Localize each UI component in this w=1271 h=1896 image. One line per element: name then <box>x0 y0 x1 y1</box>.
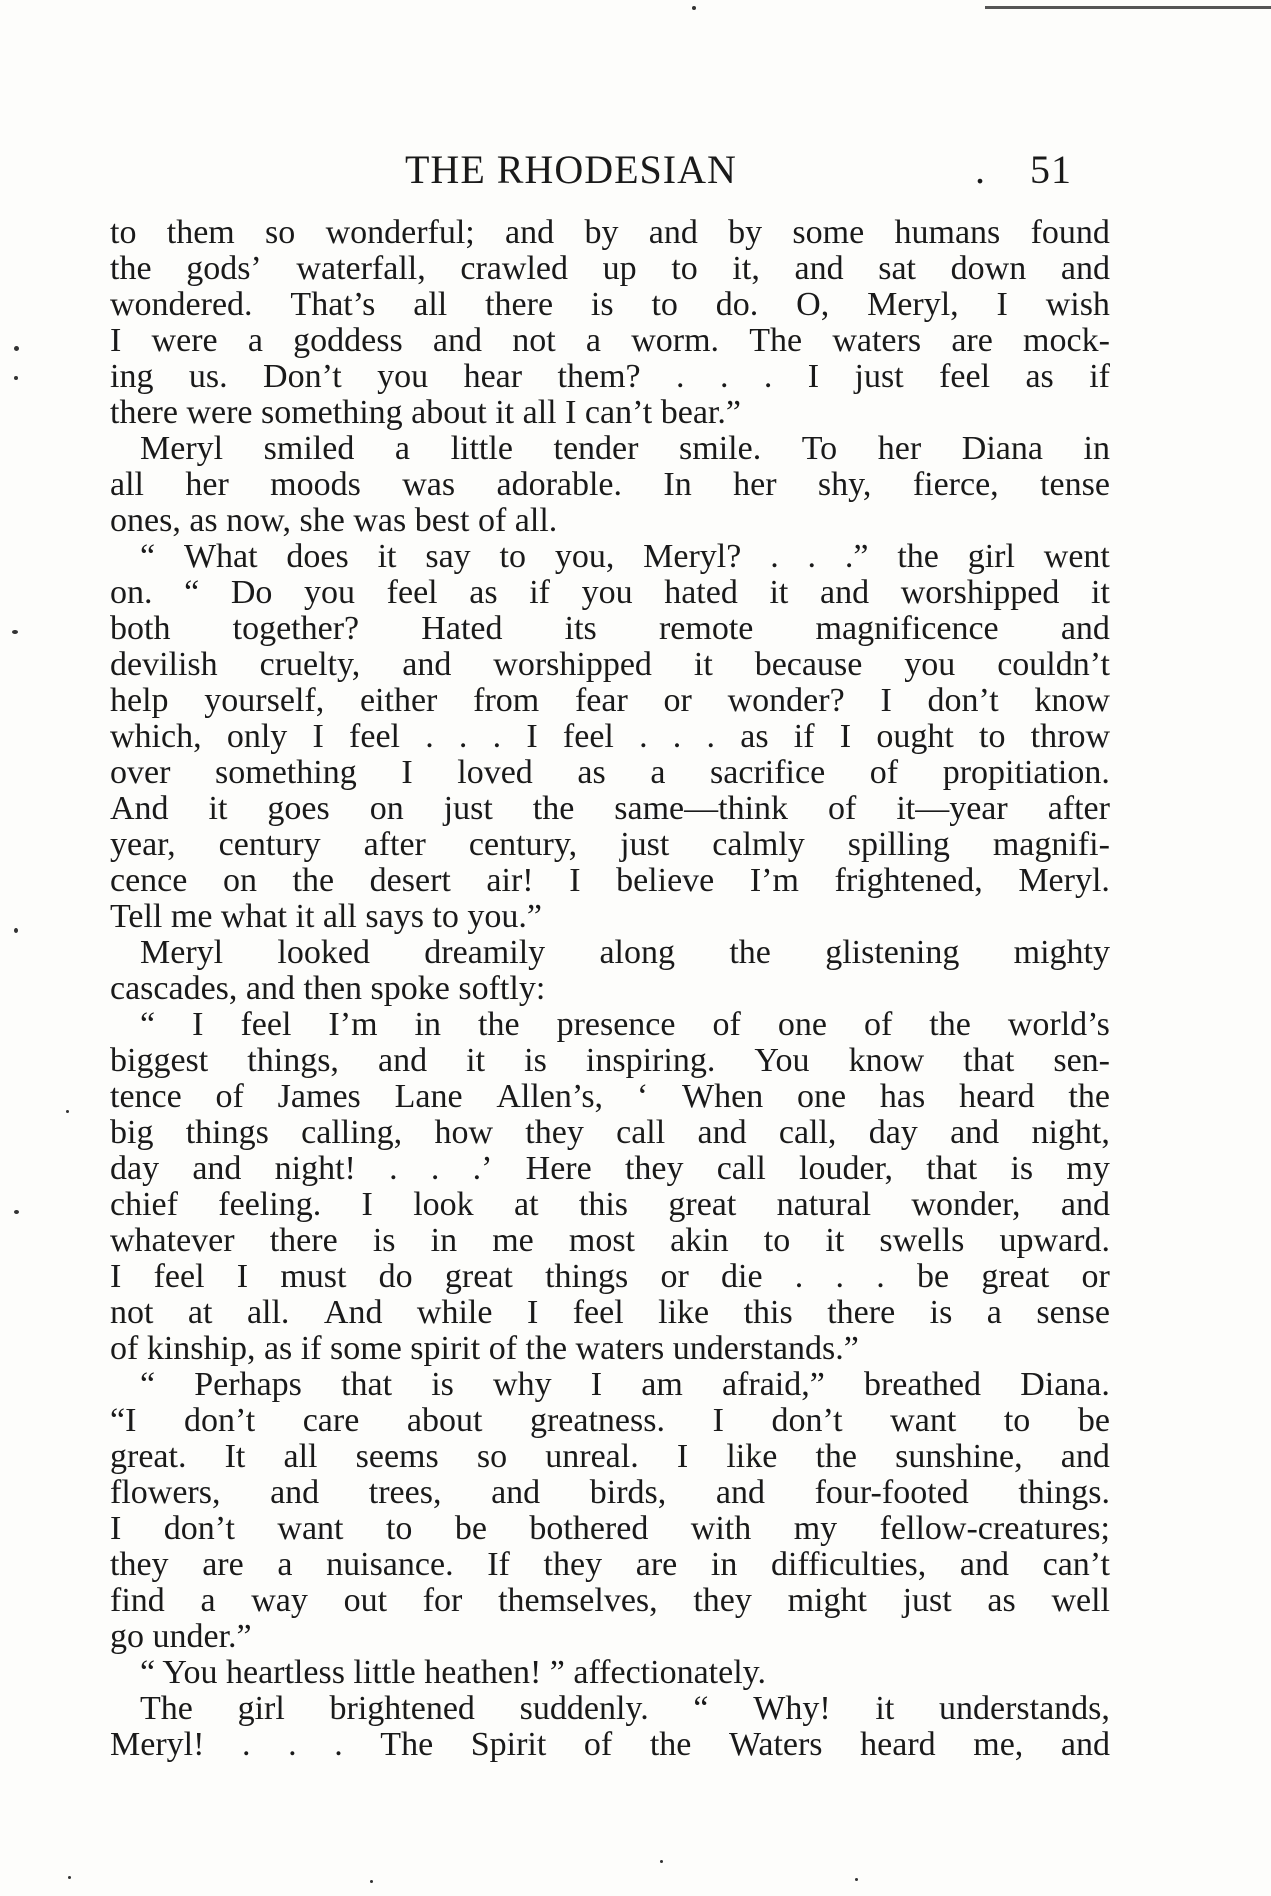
text-line: great. It all seems so unreal. I like the sunshine, and <box>110 1438 1110 1475</box>
text-line: And it goes on just the same—think of it—year after <box>110 790 1110 827</box>
text-line: cence on the desert air! I believe I’m frightened, Meryl. <box>110 862 1110 899</box>
text-line: of kinship, as if some spirit of the waters understands.” <box>110 1330 859 1367</box>
text-line: Meryl smiled a little tender smile. To her Diana in <box>140 430 1110 467</box>
text-line: over something I loved as a sacrifice of propitiation. <box>110 754 1110 791</box>
text-line: I don’t want to be bothered with my fellow-creatures; <box>110 1510 1110 1547</box>
text-line: “ What does it say to you, Meryl? . . .” the girl went <box>140 538 1110 575</box>
top-edge-rule <box>985 6 1271 9</box>
text-line: to them so wonderful; and by and by some humans found <box>110 214 1110 251</box>
text-line: “ You heartless little heathen! ” affectionately. <box>140 1654 766 1691</box>
text-line: year, century after century, just calmly spilling magnifi- <box>110 826 1110 863</box>
text-line: which, only I feel . . . I feel . . . as if I ought to throw <box>110 718 1110 755</box>
text-line: not at all. And while I feel like this there is a sense <box>110 1294 1110 1331</box>
text-line: they are a nuisance. If they are in difficulties, and can’t <box>110 1546 1110 1583</box>
header-separator: . <box>975 147 986 192</box>
page-number: 51 <box>1030 147 1072 192</box>
text-line: ing us. Don’t you hear them? . . . I just feel as if <box>110 358 1110 395</box>
text-line: flowers, and trees, and birds, and four-footed things. <box>110 1474 1110 1511</box>
text-line: go under.” <box>110 1618 252 1655</box>
body-text <box>110 215 1110 1763</box>
running-header <box>110 146 1110 196</box>
text-line: I feel I must do great things or die . . . be great or <box>110 1258 1110 1295</box>
text-line: on. “ Do you feel as if you hated it and worshipped it <box>110 574 1110 611</box>
text-line: The girl brightened suddenly. “ Why! it understands, <box>140 1690 1110 1727</box>
text-line: wondered. That’s all there is to do. O, Meryl, I wish <box>110 286 1110 323</box>
text-line: Meryl looked dreamily along the glistening mighty <box>140 934 1110 971</box>
text-line: devilish cruelty, and worshipped it because you couldn’t <box>110 646 1110 683</box>
text-line: both together? Hated its remote magnificence and <box>110 610 1110 647</box>
text-line: cascades, and then spoke softly: <box>110 970 546 1007</box>
text-line: “I don’t care about greatness. I don’t want to be <box>110 1402 1110 1439</box>
text-line: day and night! . . .’ Here they call louder, that is my <box>110 1150 1110 1187</box>
running-title: THE RHODESIAN <box>405 147 737 192</box>
text-line: chief feeling. I look at this great natural wonder, and <box>110 1186 1110 1223</box>
text-line: ones, as now, she was best of all. <box>110 502 558 539</box>
text-line: Meryl! . . . The Spirit of the Waters heard me, and <box>110 1726 1110 1763</box>
text-line: Tell me what it all says to you.” <box>110 898 542 935</box>
text-line: all her moods was adorable. In her shy, fierce, tense <box>110 466 1110 503</box>
text-line: I were a goddess and not a worm. The waters are mock- <box>110 322 1110 359</box>
text-line: find a way out for themselves, they might just as well <box>110 1582 1110 1619</box>
text-line: whatever there is in me most akin to it swells upward. <box>110 1222 1110 1259</box>
text-line: help yourself, either from fear or wonder? I don’t know <box>110 682 1110 719</box>
text-line: the gods’ waterfall, crawled up to it, and sat down and <box>110 250 1110 287</box>
text-line: tence of James Lane Allen’s, ‘ When one has heard the <box>110 1078 1110 1115</box>
text-line: there were something about it all I can’t bear.” <box>110 394 741 431</box>
text-line: “ Perhaps that is why I am afraid,” breathed Diana. <box>140 1366 1110 1403</box>
text-line: biggest things, and it is inspiring. You know that sen- <box>110 1042 1110 1079</box>
text-line: “ I feel I’m in the presence of one of the world’s <box>140 1006 1110 1043</box>
text-line: big things calling, how they call and call, day and night, <box>110 1114 1110 1151</box>
